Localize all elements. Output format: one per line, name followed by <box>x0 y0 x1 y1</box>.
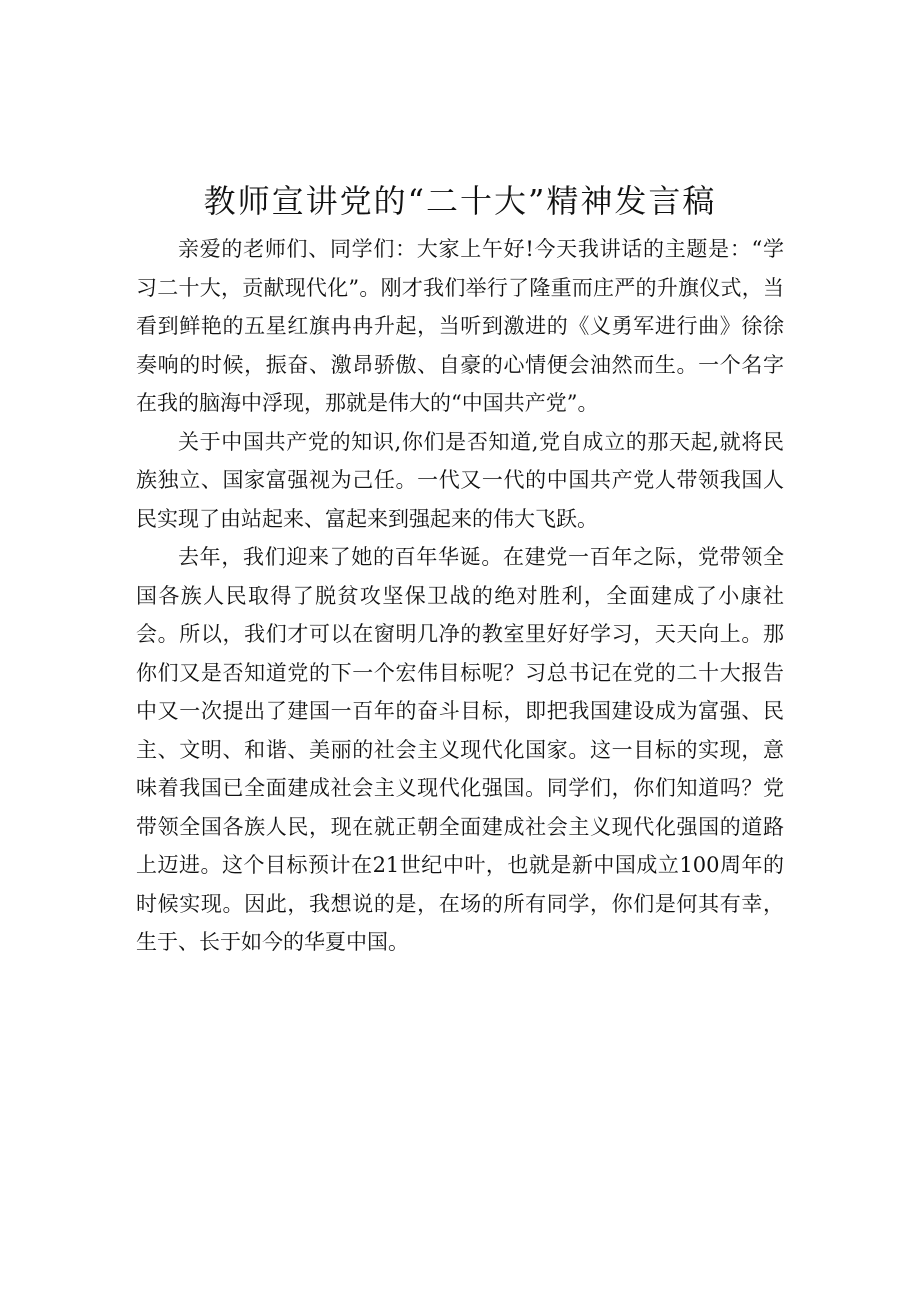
paragraph-party-history: 关于中国共产党的知识,你们是否知道,党自成立的那天起,就将民族独立、国家富强视为己任。一代又一代的中国共产党人带领我国人民实现了由站起来、富起来到强起来的伟大飞跃。 <box>136 429 784 531</box>
document-body <box>136 230 784 962</box>
paragraph-greeting: 亲爱的老师们、同学们：大家上午好!今天我讲话的主题是：“学习二十大，贡献现代化”。刚才我们举行了隆重而庄严的升旗仪式，当看到鲜艳的五星红旗冉冉升起，当听到激进的《义勇军进行曲》徐徐奏响的时候，振奋、激昂骄傲、自豪的心情便会油然而生。一个名字在我的脑海中浮现，那就是伟大的“中国共产党”。 <box>136 237 784 415</box>
paragraph-goals: 去年，我们迎来了她的百年华诞。在建党一百年之际，党带领全国各族人民取得了脱贫攻坚保卫战的绝对胜利，全面建成了小康社会。所以，我们才可以在窗明几净的教室里好好学习，天天向上。那你们又是否知道党的下一个宏伟目标呢？习总书记在党的二十大报告中又一次提出了建国一百年的奋斗目标，即把我国建设成为富强、民主、文明、和谐、美丽的社会主义现代化国家。这一目标的实现，意味着我国已全面建成社会主义现代化强国。同学们，你们知道吗？党带领全国各族人民，现在就正朝全面建成社会主义现代化强国的道路上迈进。这个目标预计在21世纪中叶，也就是新中国成立100周年的时候实现。因此，我想说的是，在场的所有同学，你们是何其有幸，生于、长于如今的华夏中国。 <box>136 545 784 954</box>
document-title: 教师宣讲党的“二十大”精神发言稿 <box>203 182 717 221</box>
